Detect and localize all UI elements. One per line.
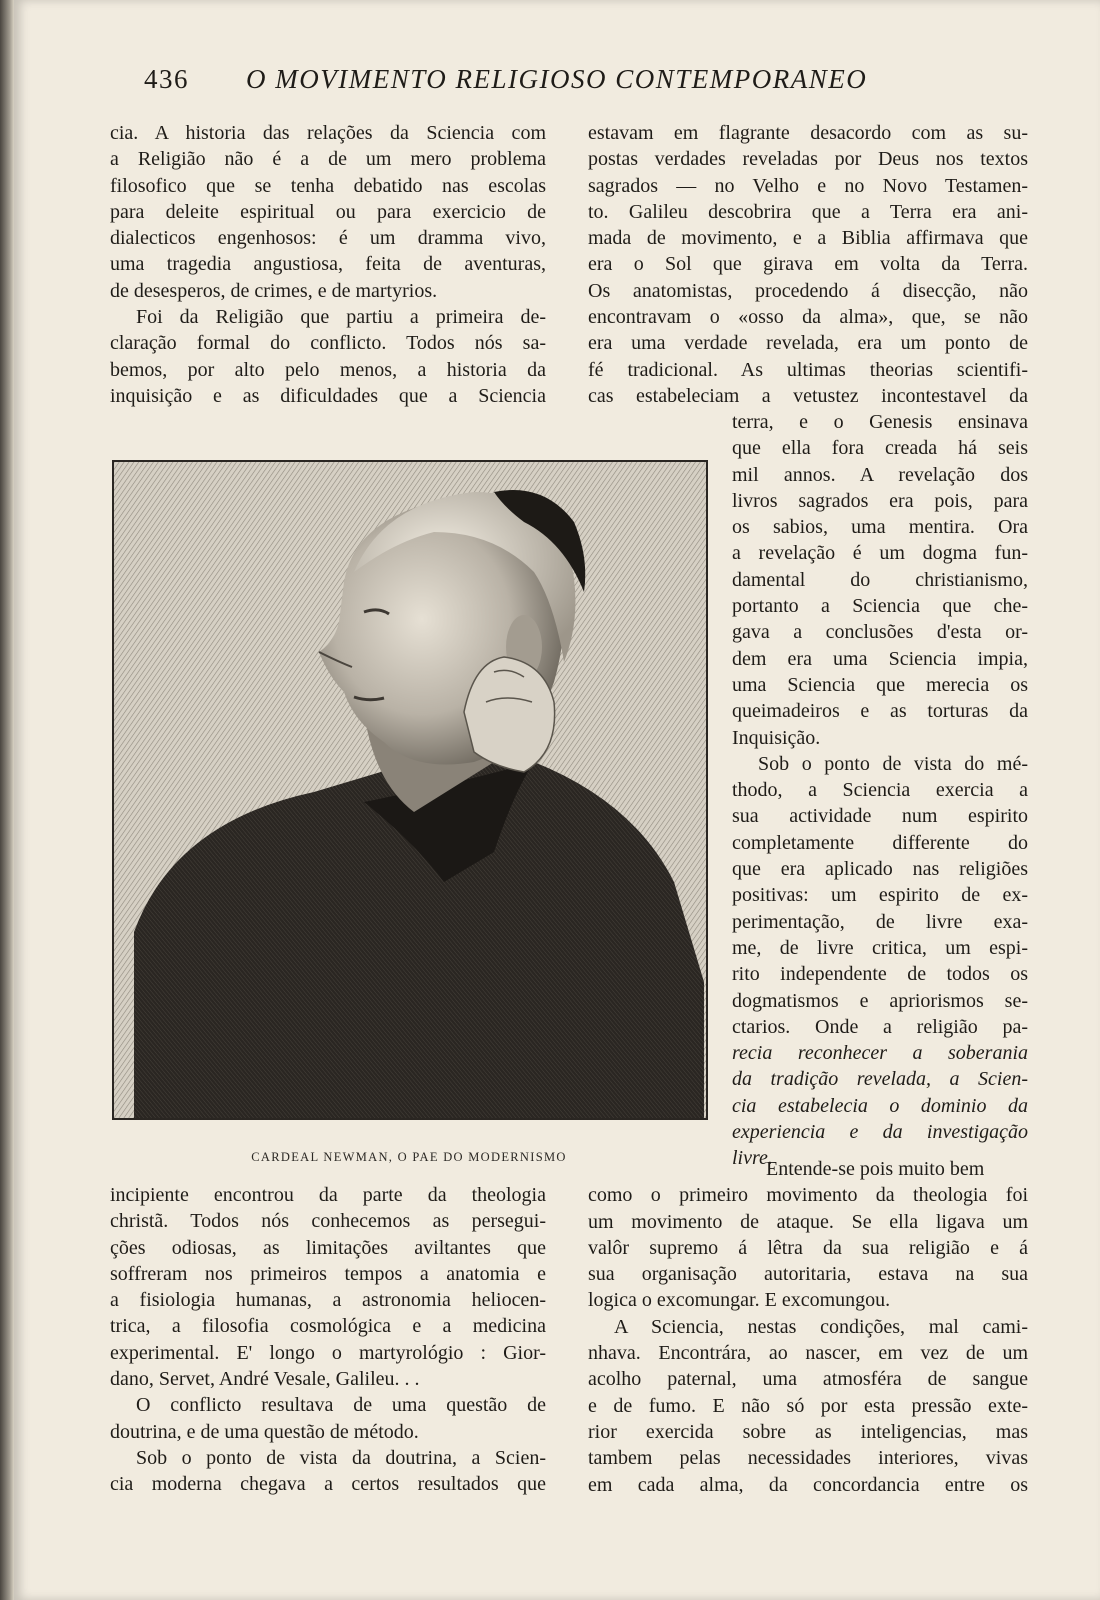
- text-line: experimental. E' longo o martyrológio : Gior-: [110, 1341, 546, 1364]
- text-line: de desesperos, de crimes, e de martyrios.: [110, 279, 438, 302]
- text-line: para deleite espiritual ou para exercicio de: [110, 200, 546, 223]
- text-line: doutrina, e de uma questão de método.: [110, 1420, 419, 1443]
- text-line: cia. A historia das relações da Sciencia com: [110, 122, 546, 144]
- text-line: recia reconhecer a soberania: [732, 1042, 1028, 1065]
- book-spine-shadow: [0, 0, 14, 1600]
- text-line: terra, e o Genesis ensinava: [732, 411, 1028, 433]
- text-line: bemos, por alto pelo menos, a historia da: [110, 358, 546, 381]
- text-line: queimadeiros e as torturas da: [732, 700, 1028, 723]
- text-line: que era aplicado nas religiões: [732, 858, 1028, 881]
- page-number: 436: [144, 64, 189, 94]
- text-line: logica o excomungar. E excomungou.: [588, 1289, 891, 1312]
- text-line: dano, Servet, André Vesale, Galileu. . .: [110, 1368, 420, 1391]
- text-line: em cada alma, da concordancia entre os: [588, 1473, 1028, 1496]
- text-line: valôr supremo á lêtra da sua religião e á: [588, 1236, 1028, 1259]
- text-line: trica, a filosofia cosmológica e a medicina: [110, 1315, 546, 1338]
- portrait-illustration: [114, 462, 706, 1118]
- text-line: dem era uma Sciencia impia,: [732, 647, 1028, 670]
- text-line: Entende-se pois muito bem: [766, 1158, 985, 1180]
- text-line: gava a conclusões d'esta or-: [732, 621, 1028, 644]
- text-line: a revelação é um dogma fun-: [732, 542, 1028, 565]
- text-line: sua actividade num espirito: [732, 805, 1028, 828]
- text-line: era o Sol que girava em volta da Terra.: [588, 253, 1028, 276]
- book-page: [14, 0, 1100, 1600]
- running-header: [144, 64, 944, 104]
- text-line: mil annos. A revelação dos: [732, 463, 1028, 486]
- text-line: mada de movimento, e a Biblia affirmava que: [588, 227, 1028, 250]
- text-line: estavam em flagrante desacordo com as su-: [588, 122, 1028, 144]
- left-column-bottom: [110, 1182, 546, 1498]
- text-line: perimentação, de livre exa-: [732, 910, 1028, 933]
- text-line: acolho paternal, uma atmosféra de sangue: [588, 1368, 1028, 1391]
- text-line: Inquisição.: [732, 726, 821, 749]
- text-line: Sob o ponto de vista do mé-: [758, 752, 1028, 775]
- right-column-top: [588, 120, 1028, 409]
- text-line: portanto a Sciencia que che-: [732, 595, 1028, 618]
- text-line: ções odiosas, as limitações aviltantes que: [110, 1236, 546, 1259]
- text-line: filosofico que se tenha debatido nas escolas: [110, 174, 546, 197]
- text-line: livros sagrados era pois, para: [732, 489, 1028, 512]
- text-line: que ella fora creada há seis: [732, 437, 1028, 460]
- portrait-engraving: [112, 460, 708, 1120]
- text-line: soffreram nos primeiros tempos a anatomia e: [110, 1262, 546, 1285]
- text-line: christã. Todos nós conhecemos as persegui-: [110, 1210, 546, 1233]
- text-line: sagrados — no Velho e no Novo Testamen-: [588, 174, 1028, 197]
- right-column-middle: [732, 409, 1028, 1172]
- text-line: damental do christianismo,: [732, 568, 1028, 591]
- text-line: dialecticos engenhosos: é um dramma vivo,: [110, 227, 546, 250]
- text-line: os sabios, uma mentira. Ora: [732, 516, 1028, 539]
- text-line: experiencia e da investigação: [732, 1121, 1028, 1144]
- text-line: era uma verdade revelada, era um ponto de: [588, 332, 1028, 355]
- text-line: completamente differente do: [732, 831, 1028, 854]
- text-line: Sob o ponto de vista da doutrina, a Scien-: [136, 1446, 546, 1469]
- text-line: cia moderna chegava a certos resultados que: [110, 1473, 546, 1496]
- text-line: cia estabelecia o dominio da: [732, 1094, 1028, 1117]
- text-line: claração formal do conflicto. Todos nós sa-: [110, 332, 546, 355]
- text-line: da tradição revelada, a Scien-: [732, 1068, 1028, 1091]
- text-line: e de fumo. E não só por esta pressão exte-: [588, 1394, 1028, 1417]
- text-line: me, de livre critica, um espi-: [732, 936, 1028, 959]
- text-line: incipiente encontrou da parte da theologia: [110, 1184, 546, 1206]
- text-line: thodo, a Sciencia exercia a: [732, 779, 1028, 802]
- text-line: ctarios. Onde a religião pa-: [732, 1015, 1028, 1038]
- text-line: sua organisação autoritaria, estava na sua: [588, 1263, 1028, 1286]
- text-line: Foi da Religião que partiu a primeira de-: [136, 306, 546, 329]
- left-column-top: [110, 120, 546, 409]
- running-title: O MOVIMENTO RELIGIOSO CONTEMPORANEO: [246, 64, 868, 94]
- text-line: O conflicto resultava de uma questão de: [136, 1394, 546, 1417]
- text-line: positivas: um espirito de ex-: [732, 884, 1028, 907]
- text-line: rito independente de todos os: [732, 963, 1028, 986]
- text-line: cas estabeleciam a vetustez incontestavel da: [588, 384, 1028, 407]
- text-line: a Religião não é a de um mero problema: [110, 148, 546, 171]
- text-line: livre.: [732, 1147, 773, 1170]
- text-line: A Sciencia, nestas condições, mal cami-: [614, 1315, 1028, 1338]
- text-line: postas verdades reveladas por Deus nos textos: [588, 148, 1028, 171]
- text-line: uma Sciencia que merecia os: [732, 673, 1028, 696]
- text-line: encontravam o «osso da alma», que, se não: [588, 306, 1028, 329]
- text-line: uma tragedia angustiosa, feita de aventuras,: [110, 253, 546, 276]
- text-line: rior exercida sobre as inteligencias, mas: [588, 1420, 1028, 1443]
- figure-caption: CARDEAL NEWMAN, O PAE DO MODERNISMO: [251, 1150, 567, 1164]
- text-line: a fisiologia humanas, a astronomia heliocen-: [110, 1289, 546, 1312]
- text-line: nhava. Encontrára, ao nascer, em vez de um: [588, 1342, 1028, 1365]
- text-line: inquisição e as dificuldades que a Sciencia: [110, 384, 546, 407]
- text-line: fé tradicional. As ultimas theorias scientifi-: [588, 358, 1028, 381]
- right-column-bottom: [588, 1156, 1028, 1498]
- text-line: um movimento de ataque. Se ella ligava um: [588, 1210, 1028, 1233]
- text-line: Os anatomistas, procedendo á disecção, não: [588, 279, 1028, 302]
- text-line: dogmatismos e apriorismos se-: [732, 989, 1028, 1012]
- text-line: to. Galileu descobrira que a Terra era ani-: [588, 200, 1028, 223]
- text-line: como o primeiro movimento da theologia foi: [588, 1184, 1028, 1207]
- text-line: tambem pelas necessidades interiores, vivas: [588, 1447, 1028, 1470]
